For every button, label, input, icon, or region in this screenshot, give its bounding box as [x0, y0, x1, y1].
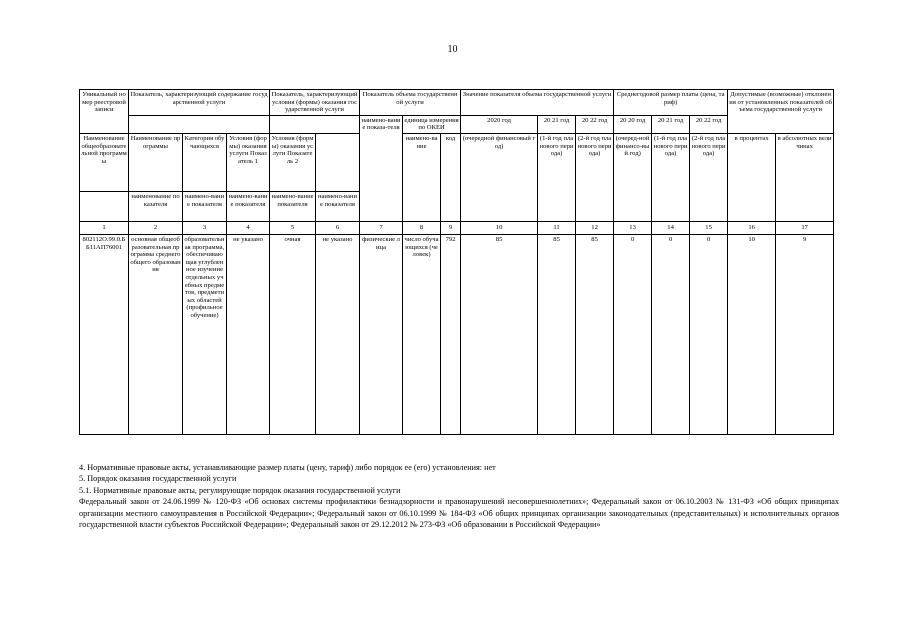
- column-number: 12: [576, 221, 614, 234]
- column-number: 14: [652, 221, 690, 234]
- footer-line-laws: Федеральный закон от 24.06.1999 № 120-ФЗ «Об основах системы профилактики безнадзорности и правонарушений несовершеннолетних»; Федеральный закон от 06.10.2003 № 131-ФЗ «Об общих принципах организации местного самоуправления в Российской Федерации»; Федеральный закон от 06.10.1999 № 184-ФЗ «Об общих принципах организации законодательных (представительных) и исполнительных органов государственной власти субъектов Российской Федерации»; Федеральный закон от 29.12.2012 № 273-ФЗ «Об образовании в Российской Федерации»: [79, 497, 839, 530]
- cell-v2021: 85: [538, 234, 576, 434]
- cell-category: не указано: [227, 234, 270, 434]
- header-y2022: 20 22 год: [576, 115, 614, 133]
- header-dev-absolute: в абсолютных величинах: [776, 133, 834, 221]
- header-unit: единица измерения по ОКЕИ: [403, 115, 461, 133]
- header-c1: Наименование общеобразовательной программы: [80, 133, 129, 191]
- table-row: [80, 234, 834, 434]
- header-p2020: 20 20 год: [614, 115, 652, 133]
- header-sub-c3: наимено-вание показателя: [227, 191, 270, 221]
- column-number: 8: [403, 221, 441, 234]
- header-sub-c2: наимено-вание показателя: [183, 191, 227, 221]
- cell-unit-code: 792: [441, 234, 461, 434]
- column-number: 2: [129, 221, 183, 234]
- footer-text: [79, 462, 839, 530]
- header-volume-value: Значение показателя объема государственной услуги: [461, 90, 614, 116]
- header-y2020-note: (очередной финансовый год): [461, 133, 538, 221]
- cell-record: 802112О.99.0.ББ11АП76001: [80, 234, 129, 434]
- header-unit-code: код: [441, 133, 461, 221]
- cell-program-name: образовательная программа, обеспечивающая углубленное изучение отдельных учебных предметов, предметных областей (профильное обучение): [183, 234, 227, 434]
- header-row-1: [80, 90, 834, 116]
- header-y2021-note: (1-й год планового периода): [538, 133, 576, 221]
- header-c4: Условия (формы) оказания услуги Показатель 1: [227, 133, 270, 191]
- cell-condition1: очная: [270, 234, 316, 434]
- header-sub-c1: наименование показателя: [129, 191, 183, 221]
- header-p2021: 20 21 год: [652, 115, 690, 133]
- header-unique-record: Уникальный номер реестровой записи: [80, 90, 129, 134]
- header-dev-percent: в процентах: [728, 133, 776, 221]
- header-c2: Наименование программы: [129, 133, 183, 191]
- header-deviations: Допустимые (возможные) отклонения от установленных показателей объема государственной услуги: [728, 90, 834, 134]
- header-unit-name: наимено-вание: [403, 133, 441, 221]
- column-number-row: [80, 221, 834, 234]
- header-avg-payment: Среднегодовой размер платы (цена, тариф): [614, 90, 728, 116]
- column-number: 10: [461, 221, 538, 234]
- footer-line-acts: 5.1. Нормативные правовые акты, регулирующие порядок оказания государственной услуги: [79, 485, 401, 495]
- header-condition-blank: [270, 115, 360, 133]
- column-number: 3: [183, 221, 227, 234]
- footer-line-payment: 4. Нормативные правовые акты, устанавливающие размер платы (цену, тариф) либо порядок ее (его) установления: нет: [79, 463, 496, 472]
- header-y2022-note: (2-й год планового периода): [576, 133, 614, 221]
- cell-program: основная общеобразовательная программа среднего общего образования: [129, 234, 183, 434]
- column-number: 17: [776, 221, 834, 234]
- cell-condition2: не указано: [316, 234, 360, 434]
- column-number: 16: [728, 221, 776, 234]
- header-c3: Категория обучающихся: [183, 133, 227, 191]
- cell-vol-name: физические лица: [360, 234, 403, 434]
- cell-dev-absolute: 9: [776, 234, 834, 434]
- header-p2022-note: (2-й год планового периода): [690, 133, 728, 221]
- column-number: 7: [360, 221, 403, 234]
- cell-p2021: 0: [652, 234, 690, 434]
- column-number: 4: [227, 221, 270, 234]
- cell-p2020: 0: [614, 234, 652, 434]
- header-p2020-note: (очеред-ной финансо-вый год): [614, 133, 652, 221]
- cell-dev-percent: 10: [728, 234, 776, 434]
- footer-line-procedure: 5. Порядок оказания государственной услуги: [79, 474, 237, 484]
- column-number: 5: [270, 221, 316, 234]
- header-row-2: [80, 115, 834, 133]
- column-number: 6: [316, 221, 360, 234]
- header-c5: Условия (формы) оказания услуги Показатель 2: [270, 133, 316, 191]
- header-p2021-note: (1-й год планового периода): [652, 133, 690, 221]
- cell-p2022: 0: [690, 234, 728, 434]
- header-volume-indicator: Показатель объема государственной услуги: [360, 90, 461, 116]
- column-number: 15: [690, 221, 728, 234]
- column-number: 13: [614, 221, 652, 234]
- column-number: 1: [80, 221, 129, 234]
- column-number: 9: [441, 221, 461, 234]
- cell-v2022: 85: [576, 234, 614, 434]
- service-volume-table: [79, 89, 834, 435]
- header-content-indicator: Показатель, характеризующий содержание государственной услуги: [129, 90, 270, 116]
- header-sub-c4: наимено-вание показателя: [270, 191, 316, 221]
- header-content-blank: [129, 115, 270, 133]
- column-number: 11: [538, 221, 576, 234]
- header-p2022: 20 22 год: [690, 115, 728, 133]
- page-number: 10: [447, 44, 458, 55]
- header-y2020: 2020 год: [461, 115, 538, 133]
- header-record-blank: [80, 191, 129, 221]
- header-sub-c5: наимено-вание показателя: [316, 191, 360, 221]
- cell-unit-name: число обучающихся (человек): [403, 234, 441, 434]
- header-y2021: 20 21 год: [538, 115, 576, 133]
- cell-v2020: 85: [461, 234, 538, 434]
- header-vol-name: наимено-вание показа-теля: [360, 115, 403, 221]
- header-condition-indicator: Показатель, характеризующий условия (формы) оказания государственной услуги: [270, 90, 360, 116]
